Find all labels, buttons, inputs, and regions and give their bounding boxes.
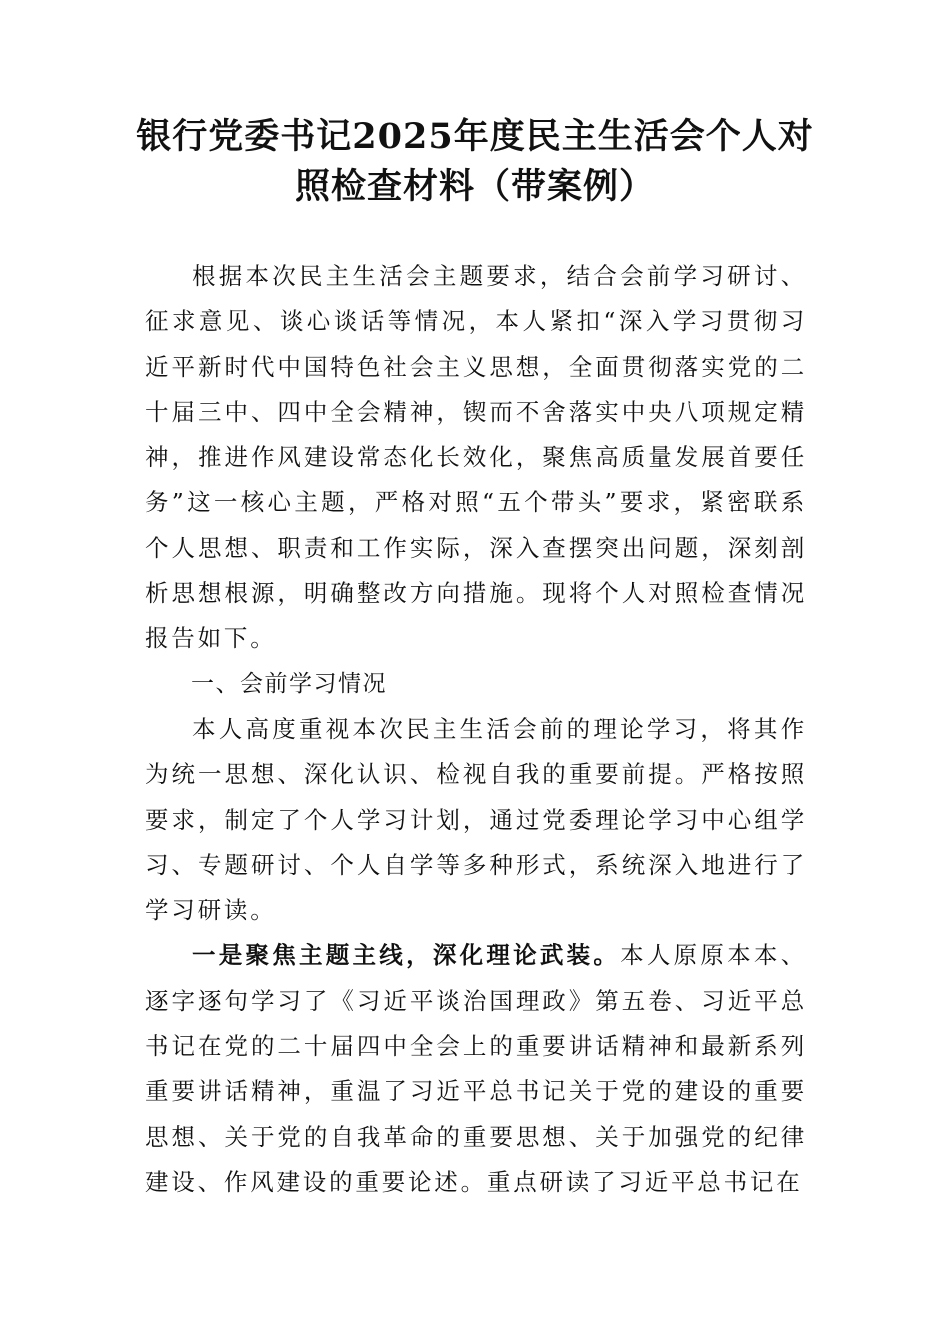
title-line-2: 照检查材料（带案例）: [294, 166, 655, 207]
point-1-paragraph: [145, 933, 807, 1205]
document-title: [120, 112, 830, 212]
point-1-lead: 一是聚焦主题主线，深化理论武装。: [192, 941, 621, 970]
section-1-paragraph: 本人高度重视本次民主生活会前的理论学习，将其作为统一思想、深化认识、检视自我的重要前提。严格按照要求，制定了个人学习计划，通过党委理论学习中心组学习、专题研讨、个人自学等多种形式，系统深入地进行了学习研读。: [145, 714, 807, 925]
title-line-1: 银行党委书记2025年度民主生活会个人对: [136, 116, 814, 157]
section-heading-1: 一、会前学习情况: [191, 670, 387, 697]
intro-paragraph: 根据本次民主生活会主题要求，结合会前学习研讨、征求意见、谈心谈话等情况，本人紧扣“深入学习贯彻习近平新时代中国特色社会主义思想，全面贯彻落实党的二十届三中、四中全会精神，锲而不舍落实中央八项规定精神，推进作风建设常态化长效化，聚焦高质量发展首要任务”这一核心主题，严格对照“五个带头”要求，紧密联系个人思想、职责和工作实际，深入查摆突出问题，深刻剖析思想根源，明确整改方向措施。现将个人对照检查情况报告如下。: [145, 262, 807, 653]
point-1-text: 本人原原本本、逐字逐句学习了《习近平谈治国理政》第五卷、习近平总书记在党的二十届四中全会上的重要讲话精神和最新系列重要讲话精神，重温了习近平总书记关于党的建设的重要思想、关于党的自我革命的重要思想、关于加强党的纪律建设、作风建设的重要论述。重点研读了习近平总书记在: [145, 941, 807, 1196]
document-body: [145, 254, 807, 1205]
